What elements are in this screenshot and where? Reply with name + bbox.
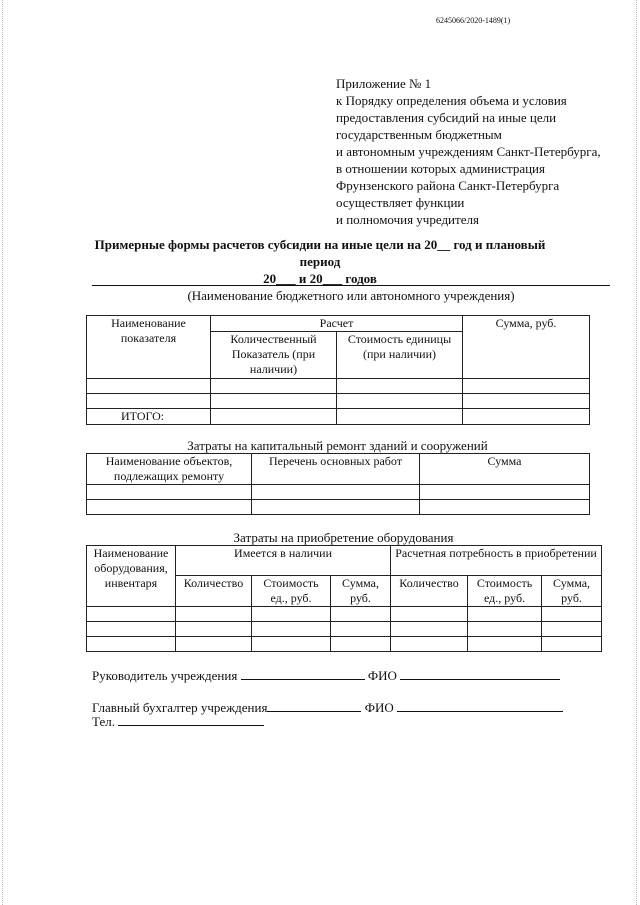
table-cell[interactable] — [87, 485, 252, 500]
col-equipment-name: Наименование оборудования, инвентаря — [87, 546, 176, 607]
appendix-line: Приложение № 1 — [336, 76, 432, 91]
table-cell[interactable] — [542, 622, 602, 637]
table-cell[interactable] — [87, 379, 211, 394]
table-cell[interactable] — [211, 379, 337, 394]
appendix-line: осуществляет функции — [336, 195, 465, 210]
accountant-signature-field[interactable] — [267, 699, 361, 712]
table-cell[interactable] — [391, 607, 468, 622]
calculation-table — [86, 315, 590, 425]
col-sum-needed: Сумма, руб. — [542, 576, 602, 607]
appendix-line: Фрунзенского района Санкт-Петербурга — [336, 178, 560, 193]
col-quantity: Количественный Показатель (при наличии) — [211, 332, 337, 379]
appendix-line: государственным бюджетным — [336, 127, 502, 142]
table-cell[interactable] — [331, 607, 391, 622]
col-calculation: Расчет — [211, 316, 463, 332]
table-cell[interactable] — [87, 500, 252, 515]
col-available: Имеется в наличии — [176, 546, 391, 576]
table-row — [87, 485, 590, 500]
head-fio-field[interactable] — [400, 667, 560, 680]
table-cell[interactable] — [87, 622, 176, 637]
head-signature-row — [92, 667, 560, 684]
table-cell[interactable] — [87, 637, 176, 652]
appendix-block — [336, 75, 616, 228]
scan-edge-left — [2, 0, 4, 905]
table-cell[interactable] — [463, 394, 590, 409]
table-cell[interactable] — [542, 607, 602, 622]
col-needed: Расчетная потребность в приобретении — [391, 546, 602, 576]
table-cell[interactable] — [87, 607, 176, 622]
table-cell[interactable] — [252, 622, 331, 637]
fio-label: ФИО — [367, 668, 397, 683]
document-title — [80, 236, 560, 287]
fio-label: ФИО — [364, 700, 394, 715]
appendix-line: к Порядку определения объема и условия — [336, 93, 567, 108]
col-works: Перечень основных работ — [252, 454, 420, 485]
col-quantity: Количество — [176, 576, 252, 607]
table-row — [87, 394, 590, 409]
table-cell[interactable] — [211, 394, 337, 409]
table-cell[interactable] — [211, 409, 337, 425]
table-row — [87, 622, 602, 637]
table-cell[interactable] — [542, 637, 602, 652]
institution-name-line[interactable] — [92, 285, 610, 286]
phone-label: Тел. — [92, 714, 115, 729]
appendix-line: предоставления субсидий на иные цели — [336, 110, 557, 125]
table-cell[interactable] — [337, 379, 463, 394]
table-cell[interactable] — [468, 607, 542, 622]
col-unit-cost: Стоимость ед., руб. — [252, 576, 331, 607]
total-label: ИТОГО: — [87, 409, 211, 425]
table-cell[interactable] — [463, 379, 590, 394]
table-cell[interactable] — [337, 409, 463, 425]
head-signature-field[interactable] — [241, 667, 365, 680]
phone-field[interactable] — [118, 713, 264, 726]
title-line-2: 20___ и 20___ годов — [263, 271, 377, 286]
appendix-line: в отношении которых администрация — [336, 161, 545, 176]
equipment-table — [86, 545, 602, 652]
repair-table-caption: Затраты на капитальный ремонт зданий и сооружений — [187, 438, 488, 453]
col-quantity-needed: Количество — [391, 576, 468, 607]
phone-row — [92, 713, 264, 730]
table-cell[interactable] — [468, 637, 542, 652]
appendix-line: и полномочия учредителя — [336, 212, 479, 227]
col-sum: Сумма, руб. — [463, 316, 590, 379]
institution-label: (Наименование бюджетного или автономного учреждения) — [187, 288, 515, 303]
table-cell[interactable] — [176, 637, 252, 652]
equipment-table-caption: Затраты на приобретение оборудования — [233, 530, 454, 545]
accountant-label: Главный бухгалтер учреждения — [92, 700, 268, 715]
accountant-fio-field[interactable] — [397, 699, 563, 712]
table-cell[interactable] — [337, 394, 463, 409]
table-cell[interactable] — [420, 485, 590, 500]
table-row — [87, 379, 590, 394]
table-cell[interactable] — [331, 622, 391, 637]
col-unit-cost-needed: Стоимость ед., руб. — [468, 576, 542, 607]
table-cell[interactable] — [176, 607, 252, 622]
col-indicator-name: Наименование показателя — [87, 316, 211, 379]
table-row — [87, 500, 590, 515]
total-row — [87, 409, 590, 425]
document-id: 6245066/2020-1489(1) — [436, 16, 511, 25]
table-cell[interactable] — [252, 500, 420, 515]
table-cell[interactable] — [391, 637, 468, 652]
appendix-line: и автономным учреждениям Санкт-Петербурга, — [336, 144, 601, 159]
col-unit-cost: Стоимость единицы (при наличии) — [337, 332, 463, 379]
repair-table — [86, 453, 590, 515]
title-line-1: Примерные формы расчетов субсидии на иные цели на 20__ год и плановый период — [94, 237, 546, 269]
table-cell[interactable] — [252, 637, 331, 652]
col-sum: Сумма, руб. — [331, 576, 391, 607]
col-sum: Сумма — [420, 454, 590, 485]
table-cell[interactable] — [468, 622, 542, 637]
table-cell[interactable] — [391, 622, 468, 637]
col-objects: Наименование объектов, подлежащих ремонту — [87, 454, 252, 485]
table-cell[interactable] — [252, 607, 331, 622]
table-cell[interactable] — [87, 394, 211, 409]
table-cell[interactable] — [420, 500, 590, 515]
table-cell[interactable] — [463, 409, 590, 425]
table-cell[interactable] — [252, 485, 420, 500]
scan-edge-right — [636, 0, 638, 905]
table-cell[interactable] — [331, 637, 391, 652]
table-cell[interactable] — [176, 622, 252, 637]
table-row — [87, 607, 602, 622]
head-label: Руководитель учреждения — [92, 668, 238, 683]
table-row — [87, 637, 602, 652]
